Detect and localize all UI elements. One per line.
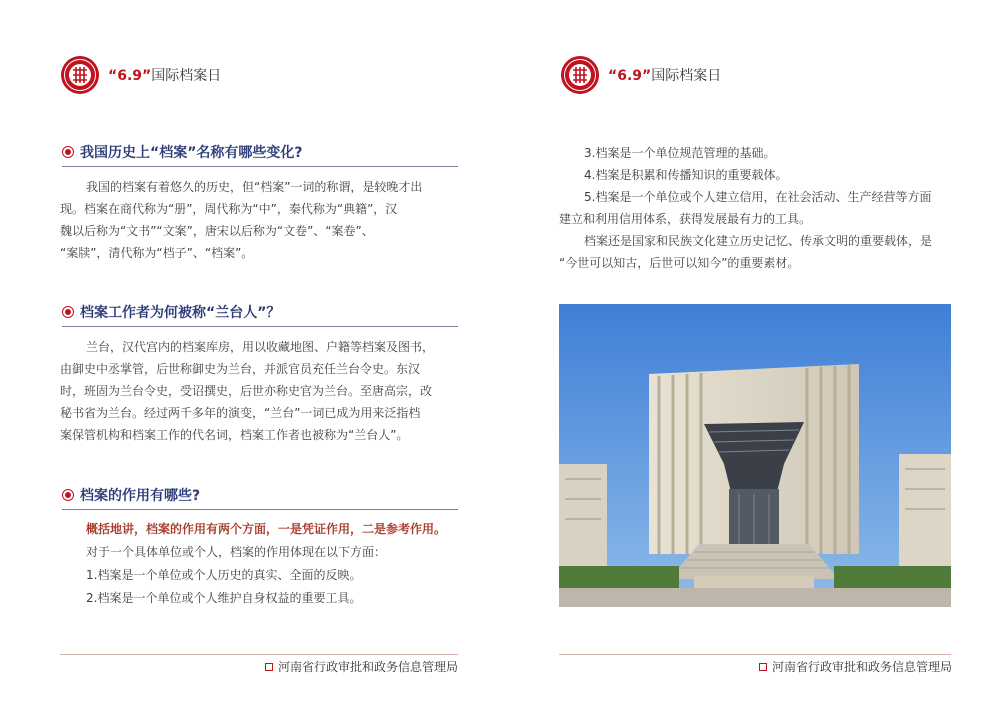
section-heading-lantai [62, 302, 458, 327]
square-bullet-icon [265, 663, 273, 671]
section-title: 我国历史上“档案”名称有哪些变化? [80, 145, 303, 161]
header-title-text: 国际档案日 [651, 68, 722, 84]
paragraph-line: 我国的档案有着悠久的历史，但“档案”一词的称谓，是较晚才出 [86, 180, 423, 194]
paragraph-line: 时，班固为兰台令史，受诏撰史，后世亦称史官为兰台。至唐高宗，改 [60, 384, 433, 398]
archive-building-illustration [559, 304, 951, 607]
page-header [560, 55, 721, 95]
paragraph-line: 5.档案是一个单位或个人建立信用，在社会活动、生产经营等方面 [584, 190, 932, 204]
section-title: 档案的作用有哪些? [80, 488, 201, 504]
paragraph-line: “今世可以知古，后世可以知今”的重要素材。 [559, 256, 800, 270]
paragraph-line: “案牍”，清代称为“档子”、“档案”。 [60, 246, 254, 260]
intro-line: 对于一个具体单位或个人，档案的作用体现在以下方面： [86, 545, 387, 559]
paragraph-line: 现。档案在商代称为“册”，周代称为“中”，秦代称为“典籍”，汉 [60, 202, 398, 216]
paragraph-line: 兰台，汉代宫内的档案库房，用以收藏地图、户籍等档案及图书， [86, 340, 435, 354]
header-title-text: 国际档案日 [151, 68, 222, 84]
footer-text: 河南省行政审批和政务信息管理局 [277, 660, 458, 674]
list-item: 1.档案是一个单位或个人历史的真实、全面的反映。 [86, 568, 362, 582]
archive-building-photo [559, 304, 951, 607]
footer [759, 658, 952, 675]
square-bullet-icon [759, 663, 767, 671]
footer-text: 河南省行政审批和政务信息管理局 [771, 660, 952, 674]
header-title-number: “6.9” [108, 68, 152, 84]
header-title [608, 65, 721, 85]
paragraph-line: 案保管机构和档案工作的代名词，档案工作者也被称为“兰台人”。 [60, 428, 409, 442]
list-item: 2.档案是一个单位或个人维护自身权益的重要工具。 [86, 591, 362, 605]
paragraph-line: 4.档案是积累和传播知识的重要载体。 [584, 168, 788, 182]
section-title: 档案工作者为何被称“兰台人”？ [80, 305, 281, 321]
footer-divider [559, 654, 951, 655]
section-heading-name-changes [62, 142, 458, 167]
archive-day-logo-icon [560, 55, 600, 95]
bullet-icon [62, 489, 74, 501]
paragraph-line: 3.档案是一个单位规范管理的基础。 [584, 146, 776, 160]
page-header [60, 55, 221, 95]
paragraph-line: 建立和利用信用体系，获得发展最有力的工具。 [559, 212, 812, 226]
footer-divider [60, 654, 458, 655]
paragraph-line: 档案还是国家和民族文化建立历史记忆、传承文明的重要载体，是 [584, 234, 933, 248]
section-heading-functions [62, 485, 458, 510]
archive-day-logo-icon [60, 55, 100, 95]
header-title [108, 65, 221, 85]
emphasis-line: 概括地讲，档案的作用有两个方面，一是凭证作用，二是参考作用。 [86, 522, 447, 536]
header-title-number: “6.9” [608, 68, 652, 84]
bullet-icon [62, 146, 74, 158]
paragraph-line: 魏以后称为“文书”“文案”，唐宋以后称为“文卷”、“案卷”、 [60, 224, 374, 238]
footer [265, 658, 458, 675]
paragraph-line: 由御史中丞掌管，后世称御史为兰台，并派官员充任兰台令史。东汉 [60, 362, 421, 376]
paragraph-line: 秘书省为兰台。经过两千多年的演变，“兰台”一词已成为用来泛指档 [60, 406, 421, 420]
bullet-icon [62, 306, 74, 318]
